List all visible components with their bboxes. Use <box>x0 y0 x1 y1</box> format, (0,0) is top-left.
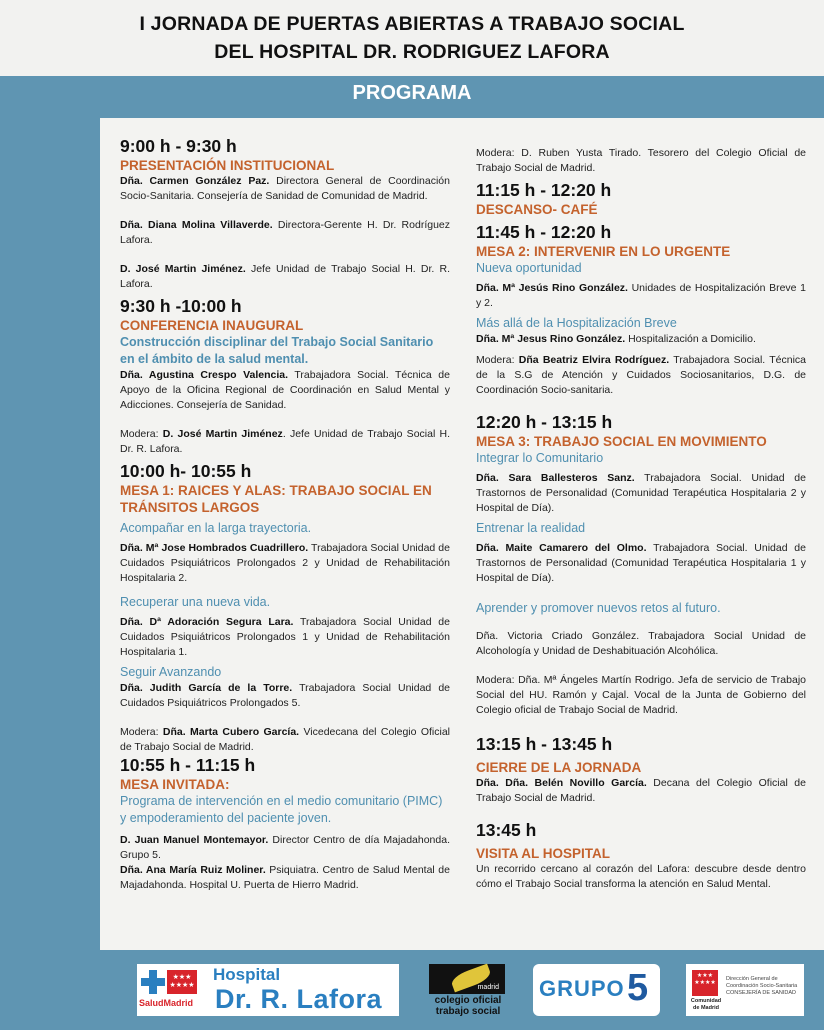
moderator-entry: Modera: Dña. Marta Cubero García. Vicedecana del Colegio Oficial de Trabajo Social de Madrid. <box>120 726 451 753</box>
section-title: CIERRE DE LA JORNADA <box>476 760 642 775</box>
time-slot: 10:00 h- 10:55 h <box>120 461 252 481</box>
speaker-entry: Dña. Agustina Crespo Valencia. Trabajadora Social. Técnica de Apoyo de la Oficina Regional de Coordinación en Salud Mental y Adicciones. Consejería de Sanidad. <box>120 369 450 411</box>
section-subtitle: Recuperar una nueva vida. <box>120 595 271 609</box>
header <box>0 0 824 76</box>
cross-icon <box>141 970 165 994</box>
speaker-entry: Dña. Mª Jesus Rino González. Hospitalización a Domicilio. <box>476 333 756 345</box>
section-title: PRESENTACIÓN INSTITUCIONAL <box>120 158 335 173</box>
section-title: CONFERENCIA INAUGURAL <box>120 318 304 333</box>
speaker-entry: Dña. Victoria Criado González. Trabajadora Social Unidad de Alcohología y Unidad de Deshabituación Alcohólica. <box>476 630 806 657</box>
section-title: MESA 1: RAICES Y ALAS: TRABAJO SOCIAL EN TRÁNSITOS LARGOS <box>120 483 432 515</box>
grupo-number: 5 <box>627 967 649 1009</box>
section-subtitle: Seguir Avanzando <box>120 665 222 679</box>
section-title: VISITA AL HOSPITAL <box>476 846 611 861</box>
speaker-entry: Dña. Ana María Ruiz Moliner. Psiquiatra. Centro de Salud Mental de Majadahonda. Hospital U. Puerta de Hierro Madrid. <box>120 864 450 891</box>
page-title-line1: I JORNADA DE PUERTAS ABIERTAS A TRABAJO SOCIAL <box>139 13 685 35</box>
lafora-label: Dr. R. Lafora <box>215 984 383 1014</box>
speaker-entry: Dña. Sara Ballesteros Sanz. Trabajadora Social. Unidad de Trastornos de Personalidad (Comunidad Terapéutica Hospitalaria 2 y Hospital de Día). <box>476 472 806 514</box>
colegio-trabajo-social-logo <box>425 964 509 1016</box>
speaker-entry: Dña. Dña. Belén Novillo García. Decana del Colegio Oficial de Trabajo Social de Madrid. <box>476 777 806 804</box>
section-subtitle: Integrar lo Comunitario <box>476 451 604 465</box>
section-subtitle: Nueva oportunidad <box>476 261 582 275</box>
madrid-stars-icon: ★★★ ★★★★ <box>167 970 197 994</box>
programa-heading: PROGRAMA <box>352 82 472 104</box>
moderator-entry: Modera: Dña Beatriz Elvira Rodríguez. Trabajadora Social. Técnica de la S.G de Atención y Cuidados Sociosanitarios, D.G. de Coordinación Socio-sanitaria. <box>476 354 807 396</box>
grupo5-logo <box>533 964 660 1016</box>
speaker-entry: D. Juan Manuel Montemayor. Director Centro de día Majadahonda. Grupo 5. <box>120 834 450 861</box>
moderator-entry: Modera: Dña. Mª Ángeles Martín Rodrigo. Jefa de servicio de Trabajo Social del HU. Ramón y Cajal. Vocal de la Junta de Gobierno del Colegio oficial de Trabajo Social de Madrid. <box>476 674 806 716</box>
section-subtitle: Construcción disciplinar del Trabajo Social Sanitario en el ámbito de la salud mental. <box>120 335 434 366</box>
moderator-entry: Modera: D. José Martin Jiménez. Jefe Unidad de Trabajo Social H. Dr. R. Lafora. <box>120 428 451 455</box>
program-card <box>100 118 824 950</box>
hospital-lafora-logo <box>137 964 399 1016</box>
time-slot: 9:00 h - 9:30 h <box>120 136 237 156</box>
speaker-entry: Dña. Diana Molina Villaverde. Directora-Gerente H. Dr. Rodríguez Lafora. <box>120 219 451 246</box>
section-subtitle: Programa de intervención en el medio comunitario (PIMC) y empoderamiento del paciente joven. <box>120 794 443 825</box>
time-slot: 12:20 h - 13:15 h <box>476 412 613 432</box>
section-title: MESA 3: TRABAJO SOCIAL EN MOVIMIENTO <box>476 434 767 449</box>
speaker-entry: Dña. Maite Camarero del Olmo. Trabajadora Social. Unidad de Trastornos de Personalidad (Comunidad Terapéutica Hospitalaria 1 y Hospital de Día). <box>476 542 806 584</box>
section-title: MESA INVITADA: <box>120 777 230 792</box>
colegio-label: colegio oficial <box>434 995 502 1006</box>
comunidad-label: Comunidad de Madrid <box>690 998 722 1011</box>
speaker-entry: Dña. Mª Jose Hombrados Cuadrillero. Trabajadora Social Unidad de Cuidados Psiquiátricos Prolongados 2 y Unidad de Rehabilitación Hospitalaria 2. <box>120 542 450 584</box>
time-slot: 13:15 h - 13:45 h <box>476 734 613 754</box>
time-slot: 10:55 h - 11:15 h <box>120 755 256 775</box>
section-subtitle: Aprender y promover nuevos retos al futuro. <box>476 601 721 615</box>
section-subtitle: Acompañar en la larga trayectoria. <box>120 521 312 535</box>
section-title: MESA 2: INTERVENIR EN LO URGENTE <box>476 244 731 259</box>
comunidad-madrid-logo <box>686 964 804 1016</box>
left-column <box>120 136 450 893</box>
section-title: DESCANSO- CAFÉ <box>476 202 598 217</box>
direccion-general-label: Dirección General de Coordinación Socio-Sanitaria CONSEJERÍA DE SANIDAD <box>726 976 798 996</box>
visit-description: Un recorrido cercano al corazón del Lafora: descubre desde dentro cómo el Trabajo Social transforma la atención en Salud Mental. <box>476 863 806 890</box>
speaker-entry: Dña. Judith García de la Torre. Trabajadora Social Unidad de Cuidados Psiquiátricos Prolongados 5. <box>120 682 451 709</box>
colegio-mark-icon: madrid <box>429 964 505 994</box>
grupo-label: GRUPO <box>539 976 625 1001</box>
speaker-entry: D. José Martin Jiménez. Jefe Unidad de Trabajo Social H. Dr. R. Lafora. <box>120 263 450 290</box>
footer-logos <box>0 950 824 1030</box>
section-subtitle: Entrenar la realidad <box>476 521 586 535</box>
page-title-line2: DEL HOSPITAL DR. RODRIGUEZ LAFORA <box>214 41 610 63</box>
section-subtitle: Más allá de la Hospitalización Breve <box>476 316 677 330</box>
speaker-entry: Dña. Carmen González Paz. Directora General de Coordinación Socio-Sanitaria. Consejería de Sanidad de Comunidad de Madrid. <box>120 175 450 202</box>
speaker-entry: Dña. Mª Jesús Rino González. Unidades de Hospitalización Breve 1 y 2. <box>476 282 806 309</box>
speaker-entry: Dña. Dª Adoración Segura Lara. Trabajadora Social Unidad de Cuidados Psiquiátricos Prolongados 1 y Unidad de Rehabilitación Hospitalaria 1. <box>120 616 450 658</box>
time-slot: 11:15 h - 12:20 h <box>476 180 612 200</box>
right-column <box>476 146 806 892</box>
time-slot: 11:45 h - 12:20 h <box>476 222 612 242</box>
time-slot: 13:45 h <box>476 820 537 840</box>
madrid-flag-icon: ★★★ ★★★★ <box>692 970 718 996</box>
trabajo-social-label: trabajo social <box>435 1006 501 1017</box>
salud-madrid-label: SaludMadrid <box>139 998 194 1008</box>
time-slot: 9:30 h -10:00 h <box>120 296 242 316</box>
moderator-entry: Modera: D. Ruben Yusta Tirado. Tesorero del Colegio Oficial de Trabajo Social de Madrid. <box>476 147 806 174</box>
hospital-label: Hospital <box>213 965 281 984</box>
